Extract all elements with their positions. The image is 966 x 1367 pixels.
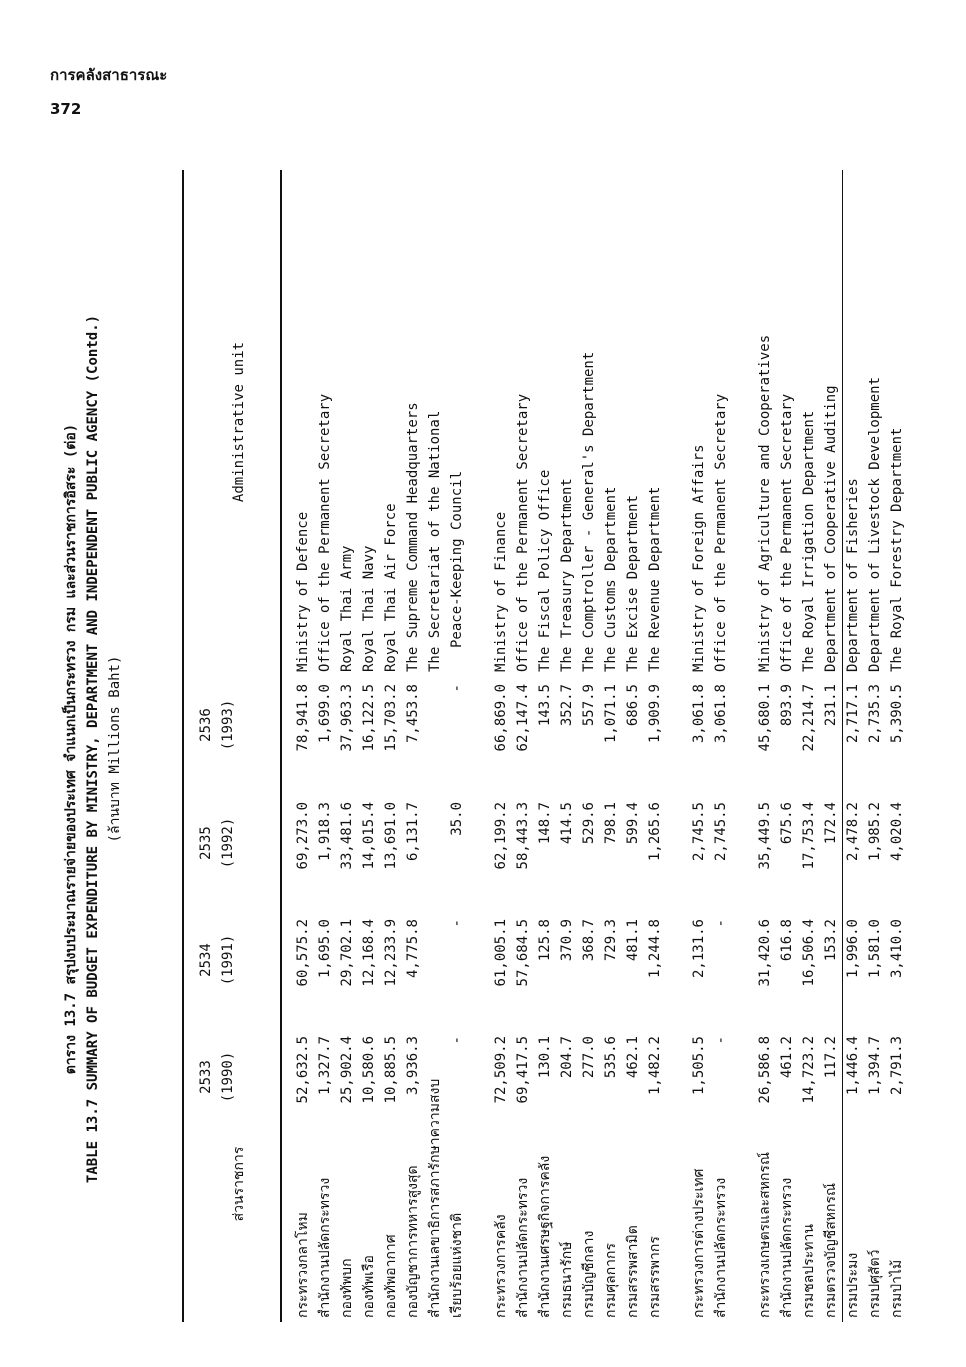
table-row: [776, 172, 798, 1322]
table-row: [292, 172, 314, 1322]
table-row: [820, 172, 842, 1322]
amount-v3: 14,015.4: [361, 802, 377, 870]
amount-v3: 798.1: [603, 802, 619, 845]
english-unit-name: Ministry of Finance: [493, 511, 509, 672]
amount-v3: 148.7: [537, 802, 553, 845]
amount-v4: 143.5: [537, 684, 553, 727]
table-row: [842, 172, 864, 1322]
english-unit-name: The Secretariat of the National: [427, 410, 443, 672]
amount-v4: 3,061.8: [691, 684, 707, 744]
page-header: [50, 58, 167, 126]
amount-v3: 62,199.2: [493, 802, 509, 870]
english-unit-name: Office of the Permanent Secretary: [317, 393, 333, 672]
amount-v1: 462.1: [625, 1036, 641, 1079]
english-unit-name: The Supreme Command Headquarters: [405, 402, 421, 672]
amount-v2: 1,996.0: [845, 919, 861, 979]
header-year-2534: 2534 (1991): [198, 934, 236, 986]
header-year-2535: 2535 (1992): [198, 817, 236, 869]
amount-v4: 1,909.9: [647, 684, 663, 744]
english-unit-name: Ministry of Foreign Affairs: [691, 444, 707, 672]
thai-unit-name: สำนักงานเศรษฐกิจการคลัง: [537, 1155, 553, 1318]
thai-unit-name: สำนักงานปลัดกระทรวง: [713, 1177, 729, 1318]
amount-v3: 1,918.3: [317, 802, 333, 862]
amount-v2: 125.8: [537, 919, 553, 962]
amount-v2: 12,168.4: [361, 919, 377, 987]
english-unit-name: Royal Thai Army: [339, 545, 355, 672]
amount-v3: 1,985.2: [867, 802, 883, 862]
amount-v4: 16,122.5: [361, 684, 377, 752]
english-unit-name: Department of Cooperative Auditing: [823, 385, 839, 672]
amount-v2: 153.2: [823, 919, 839, 962]
amount-v2: 60,575.2: [295, 919, 311, 987]
english-unit-name: Ministry of Agriculture and Cooperatives: [757, 334, 773, 672]
amount-v1: 25,902.4: [339, 1036, 355, 1104]
table-row: [732, 172, 754, 1322]
english-unit-name: Royal Thai Navy: [361, 545, 377, 672]
thai-unit-name: กรมชลประทาน: [801, 1224, 817, 1318]
thai-unit-name: กรมประมง: [845, 1252, 861, 1318]
amount-v1: 1,446.4: [845, 1036, 861, 1096]
amount-v1: 10,885.5: [383, 1036, 399, 1104]
thai-unit-name: กองทัพบก: [339, 1258, 355, 1318]
thai-unit-name: สำนักงานปลัดกระทรวง: [779, 1177, 795, 1318]
header-english-unit: Administrative unit: [231, 341, 247, 503]
amount-v4: 45,680.1: [757, 684, 773, 752]
thai-unit-name: กรมสรรพสามิต: [625, 1225, 641, 1318]
amount-v1: 69,417.5: [515, 1036, 531, 1104]
thai-unit-name: กระทรวงการคลัง: [493, 1214, 509, 1318]
amount-v3: 675.6: [779, 802, 795, 845]
thai-unit-name: กระทรวงการต่างประเทศ: [691, 1168, 707, 1318]
amount-v4: 893.9: [779, 684, 795, 727]
table-captions: [60, 168, 126, 1330]
table-row: [622, 172, 644, 1322]
book-title: การคลังสาธารณะ: [50, 66, 168, 84]
amount-v2: 3,410.0: [889, 919, 905, 979]
amount-v4: 1,699.0: [317, 684, 333, 744]
english-unit-name: The Excise Department: [625, 494, 641, 672]
amount-v4: 15,703.2: [383, 684, 399, 752]
english-unit-name: Department of Livestock Development: [867, 376, 883, 672]
amount-v3: 33,481.6: [339, 802, 355, 870]
table-row: [578, 172, 600, 1322]
table-row: [424, 172, 446, 1322]
caption-unit: (ล้านบาท Millions Baht): [107, 655, 123, 843]
table-row: [512, 172, 534, 1322]
thai-unit-name: กรมธนารักษ์: [559, 1241, 575, 1318]
amount-v2: 31,420.6: [757, 919, 773, 987]
amount-v3: 2,745.5: [691, 802, 707, 862]
amount-v1: 535.6: [603, 1036, 619, 1079]
amount-v3: 2,478.2: [845, 802, 861, 862]
thai-unit-name: เรียบร้อยแห่งชาติ: [449, 1212, 465, 1318]
table-row: [754, 172, 776, 1322]
amount-v1: 1,394.7: [867, 1036, 883, 1096]
header-year-2536: 2536 (1993): [198, 699, 236, 751]
amount-v4: 22,214.7: [801, 684, 817, 752]
thai-unit-name: กองบัญชาการทหารสูงสุด: [405, 1165, 421, 1318]
english-unit-name: Office of the Permanent Secretary: [515, 393, 531, 672]
amount-v1: -: [449, 1036, 465, 1045]
amount-v1: 130.1: [537, 1036, 553, 1079]
amount-v3: 4,020.4: [889, 802, 905, 862]
thai-unit-name: กรมป่าไม้: [889, 1259, 905, 1318]
amount-v2: 61,005.1: [493, 919, 509, 987]
amount-v1: 277.0: [581, 1036, 597, 1079]
table-row: [534, 172, 556, 1322]
amount-v2: 616.8: [779, 919, 795, 962]
amount-v2: 370.9: [559, 919, 575, 962]
amount-v3: 529.6: [581, 802, 597, 845]
amount-v1: 461.2: [779, 1036, 795, 1079]
english-unit-name: The Customs Department: [603, 486, 619, 672]
table-row: [886, 172, 908, 1322]
amount-v3: 414.5: [559, 802, 575, 845]
thai-unit-name: สำนักงานเลขาธิการสภารักษาความสงบ: [427, 1078, 443, 1318]
thai-unit-name: สำนักงานปลัดกระทรวง: [317, 1177, 333, 1318]
thai-unit-name: กรมตรวจบัญชีสหกรณ์: [823, 1183, 839, 1318]
amount-v4: 3,061.8: [713, 684, 729, 744]
amount-v3: 172.4: [823, 802, 839, 845]
amount-v2: 16,506.4: [801, 919, 817, 987]
amount-v2: 368.7: [581, 919, 597, 962]
rotated-table: [60, 168, 905, 1330]
amount-v3: 599.4: [625, 802, 641, 845]
amount-v2: -: [713, 919, 729, 928]
amount-v3: 6,131.7: [405, 802, 421, 862]
amount-v4: 686.5: [625, 684, 641, 727]
table-row: [666, 172, 688, 1322]
table-row: [336, 172, 358, 1322]
amount-v1: 117.2: [823, 1036, 839, 1079]
english-unit-name: The Fiscal Policy Office: [537, 469, 553, 672]
english-unit-name: Office of the Permanent Secretary: [713, 393, 729, 672]
amount-v4: 5,390.5: [889, 684, 905, 744]
amount-v4: 1,071.1: [603, 684, 619, 744]
table-row: [688, 172, 710, 1322]
thai-unit-name: กองทัพเรือ: [361, 1255, 377, 1318]
english-unit-name: The Revenue Department: [647, 486, 663, 672]
amount-v2: 1,244.8: [647, 919, 663, 979]
amount-v2: 2,131.6: [691, 919, 707, 979]
amount-v2: 29,702.1: [339, 919, 355, 987]
amount-v4: 66,869.0: [493, 684, 509, 752]
amount-v2: 729.3: [603, 919, 619, 962]
caption-english: TABLE 13.7 SUMMARY OF BUDGET EXPENDITURE BY MINISTRY, DEPARTMENT AND INDEPENDENT PUBLIC AGENCY (Contd.): [85, 314, 101, 1184]
thai-unit-name: สำนักงานปลัดกระทรวง: [515, 1177, 531, 1318]
table-row: [358, 172, 380, 1322]
page-number: 372: [50, 100, 82, 118]
table-row: [556, 172, 578, 1322]
english-unit-name: Department of Fisheries: [845, 478, 861, 672]
amount-v4: -: [449, 684, 465, 693]
amount-v4: 7,453.8: [405, 684, 421, 744]
amount-v2: 481.1: [625, 919, 641, 962]
table-row: [380, 172, 402, 1322]
amount-v1: 3,936.3: [405, 1036, 421, 1096]
amount-v3: 1,265.6: [647, 802, 663, 862]
table-row: [402, 172, 424, 1322]
english-unit-name: The Treasury Department: [559, 478, 575, 672]
amount-v3: 69,273.0: [295, 802, 311, 870]
amount-v1: 10,580.6: [361, 1036, 377, 1104]
amount-v1: 26,586.8: [757, 1036, 773, 1104]
amount-v2: 1,695.0: [317, 919, 333, 979]
amount-v2: 1,581.0: [867, 919, 883, 979]
amount-v4: 557.9: [581, 684, 597, 727]
amount-v1: 204.7: [559, 1036, 575, 1079]
amount-v4: 2,717.1: [845, 684, 861, 744]
amount-v1: 2,791.3: [889, 1036, 905, 1096]
amount-v1: 1,327.7: [317, 1036, 333, 1096]
amount-v2: 12,233.9: [383, 919, 399, 987]
amount-v3: 35,449.5: [757, 802, 773, 870]
table-row: [314, 172, 336, 1322]
amount-v4: 352.7: [559, 684, 575, 727]
table-row: [490, 172, 512, 1322]
thai-unit-name: กระทรวงเกษตรและสหกรณ์: [757, 1152, 773, 1318]
table-row: [710, 172, 732, 1322]
english-unit-name: The Royal Forestry Department: [889, 427, 905, 672]
caption-thai: ตาราง 13.7 สรุปงบประมาณรายจ่ายของประเทศ จำแนกเป็นกระทรวง กรม และส่วนราชการอิสระ (ต่อ): [63, 423, 79, 1075]
thai-unit-name: กระทรวงกลาโหม: [295, 1212, 311, 1318]
amount-v3: 58,443.3: [515, 802, 531, 870]
header-year-2533: 2533 (1990): [198, 1051, 236, 1103]
amount-v4: 2,735.3: [867, 684, 883, 744]
header-thai-unit: ส่วนราชการ: [231, 1146, 247, 1222]
thai-unit-name: กรมบัญชีกลาง: [581, 1230, 597, 1318]
bottom-rule: [842, 170, 843, 1322]
english-unit-name: Office of the Permanent Secretary: [779, 393, 795, 672]
amount-v3: 17,753.4: [801, 802, 817, 870]
amount-v1: 52,632.5: [295, 1036, 311, 1104]
table-row: [468, 172, 490, 1322]
thai-unit-name: กองทัพอากาศ: [383, 1234, 399, 1318]
thai-unit-name: กรมศุลกากร: [603, 1242, 619, 1318]
english-unit-name: Royal Thai Air Force: [383, 503, 399, 672]
english-unit-name: Peace-Keeping Council: [449, 470, 465, 648]
amount-v1: 1,482.2: [647, 1036, 663, 1096]
amount-v3: 13,691.0: [383, 802, 399, 870]
amount-v4: 37,963.3: [339, 684, 355, 752]
table-row: [600, 172, 622, 1322]
amount-v4: 62,147.4: [515, 684, 531, 752]
amount-v2: -: [449, 919, 465, 928]
amount-v4: 231.1: [823, 684, 839, 727]
header-rule: [280, 170, 282, 1322]
english-unit-name: The Royal Irrigation Department: [801, 410, 817, 672]
amount-v2: 4,775.8: [405, 919, 421, 979]
amount-v1: 1,505.5: [691, 1036, 707, 1096]
amount-v1: 14,723.2: [801, 1036, 817, 1104]
amount-v3: 2,745.5: [713, 802, 729, 862]
amount-v2: 57,684.5: [515, 919, 531, 987]
amount-v1: 72,509.2: [493, 1036, 509, 1104]
english-unit-name: Ministry of Defence: [295, 511, 311, 672]
amount-v3: 35.0: [449, 802, 465, 836]
table-row: [446, 172, 468, 1322]
top-rule: [182, 170, 184, 1322]
english-unit-name: The Comptroller - General's Department: [581, 351, 597, 672]
table-row: [798, 172, 820, 1322]
table-row: [864, 172, 886, 1322]
amount-v4: 78,941.8: [295, 684, 311, 752]
amount-v1: -: [713, 1036, 729, 1045]
table-row: [644, 172, 666, 1322]
thai-unit-name: กรมสรรพากร: [647, 1236, 663, 1318]
thai-unit-name: กรมปศุสัตว์: [867, 1249, 883, 1318]
